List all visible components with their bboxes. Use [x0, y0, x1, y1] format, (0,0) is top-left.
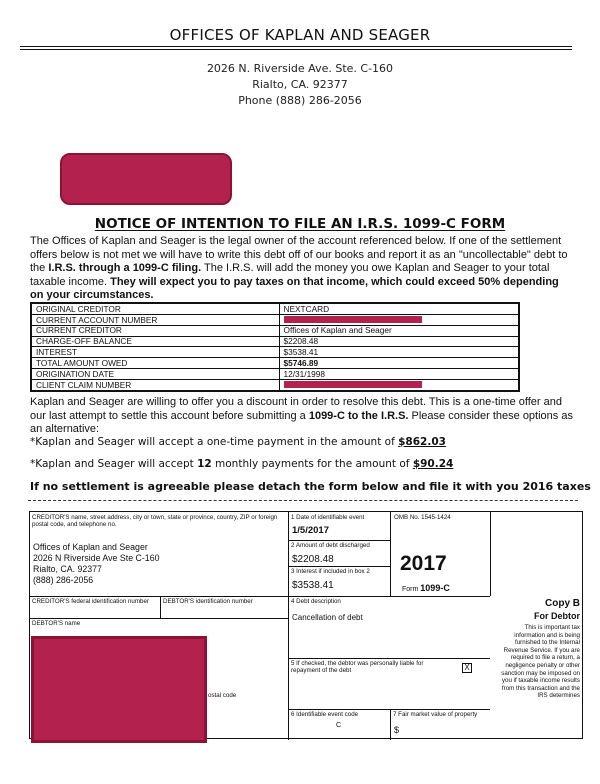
- notice-title: NOTICE OF INTENTION TO FILE AN I.R.S. 1099-C FORM: [94, 216, 506, 232]
- monthly-amount: $90.24: [412, 458, 454, 470]
- redacted-account-number: [284, 316, 422, 323]
- one-time-amount: $862.03: [398, 436, 446, 448]
- row-label: ORIGINATION DATE: [31, 369, 279, 380]
- box4-value: Cancellation of debt: [292, 613, 363, 622]
- row-label: INTEREST: [31, 347, 279, 358]
- redacted-claim-number: [284, 381, 422, 388]
- row-label: CHARGE-OFF BALANCE: [31, 336, 279, 347]
- row-label: ORIGINAL CREDITOR: [31, 303, 279, 314]
- table-row: [31, 314, 519, 325]
- redacted-debtor-info: [31, 636, 207, 743]
- table-row: [31, 347, 519, 358]
- row-value: [279, 379, 519, 391]
- omb-number: OMB No. 1545-1424: [394, 514, 451, 521]
- box3-label: 3 Interest if included in box 2: [291, 568, 370, 575]
- creditor-label: CREDITOR'S name, street address, city or town, state or province, country, ZIP or foreign postal code, and telephone no.: [32, 514, 278, 528]
- creditor-id-label: CREDITOR'S federal identification number: [32, 598, 149, 605]
- creditor-phone: (888) 286-2056: [33, 575, 94, 585]
- detach-instruction: If no settlement is agreeable please detach the form below and file it with you 2016 taxes: [30, 480, 591, 493]
- monthly-offer: *Kaplan and Seager will accept 12 monthly payments for the amount of $90.24: [30, 458, 454, 470]
- copy-b-label: Copy B For Debtor: [534, 598, 580, 621]
- form-label: Form 1099-C: [402, 583, 450, 593]
- row-value: $3538.41: [279, 347, 519, 358]
- box2-value: $2208.48: [292, 554, 334, 565]
- box6-label: 6 Identifiable event code: [291, 711, 359, 718]
- row-label: TOTAL AMOUNT OWED: [31, 358, 279, 369]
- box3-value: $3538.41: [292, 580, 334, 591]
- legal-notice: This is important tax information and is being furnished to the Internal Revenue Service. If you are required to file a return, a negligence penalty or other sanction may be imposed on you if taxable income results from this transaction and the IRS determines: [501, 624, 580, 700]
- tax-year: 2017: [400, 552, 447, 575]
- row-value: Offices of Kaplan and Seager: [279, 325, 519, 336]
- row-label: CURRENT CREDITOR: [31, 325, 279, 336]
- account-table: [30, 302, 520, 392]
- row-label: CURRENT ACCOUNT NUMBER: [31, 314, 279, 325]
- phone-line: Phone (888) 286-2056: [238, 94, 362, 107]
- table-row: [31, 303, 519, 314]
- row-value: NEXTCARD: [279, 303, 519, 314]
- address-line: 2026 N. Riverside Ave. Ste. C-160: [206, 62, 394, 75]
- box7-value: $: [394, 725, 400, 735]
- box2-label: 2 Amount of debt discharged: [291, 542, 370, 549]
- detach-line: [28, 500, 578, 501]
- box7-label: 7 Fair market value of property: [393, 711, 478, 718]
- creditor-address: 2026 N Riverside Ave Ste C-160: [33, 553, 160, 563]
- postal-label: ostal code: [208, 692, 237, 699]
- box5-checkbox[interactable]: X: [462, 663, 472, 673]
- table-row: [31, 325, 519, 336]
- one-time-offer: *Kaplan and Seager will accept a one-time payment in the amount of $862.03: [30, 436, 446, 448]
- table-row: [31, 336, 519, 347]
- box1-label: 1 Date of identifiable event: [291, 514, 365, 521]
- table-row: [31, 369, 519, 380]
- row-value: $2208.48: [279, 336, 519, 347]
- header-rule: [20, 49, 572, 50]
- row-label: CLIENT CLAIM NUMBER: [31, 379, 279, 391]
- offer-paragraph: Kaplan and Seager are willing to offer you a discount in order to resolve this debt. This is a one-time offer and our last attempt to settle this account before submitting a 1099-C to the I.R.S. Please consider these options as an alternative:: [30, 396, 573, 435]
- box1-value: 1/5/2017: [292, 525, 329, 536]
- redacted-recipient: [60, 153, 232, 205]
- table-row: [31, 379, 519, 391]
- creditor-name: Offices of Kaplan and Seager: [33, 542, 148, 552]
- box5-label: 5 If checked, the debtor was personally liable for repayment of the debt: [291, 660, 424, 674]
- row-value: [279, 314, 519, 325]
- header-rule: [20, 46, 572, 47]
- city-line: Rialto, CA. 92377: [252, 78, 348, 91]
- company-title: OFFICES OF KAPLAN AND SEAGER: [169, 26, 431, 44]
- box6-value: C: [336, 722, 342, 729]
- row-value: $5746.89: [279, 358, 519, 369]
- debtor-name-label: DEBTOR'S name: [32, 620, 81, 627]
- debtor-id-label: DEBTOR'S identification number: [163, 598, 253, 605]
- box4-label: 4 Debt description: [291, 598, 341, 605]
- row-value: 12/31/1998: [279, 369, 519, 380]
- table-row: [31, 358, 519, 369]
- notice-paragraph: The Offices of Kaplan and Seager is the legal owner of the account referenced below. If one of the settlement offers below is not met we will have to write this debt off of our books and report it as an "uncollectable" debt to the I.R.S. through a 1099-C filing. The I.R.S. will add the money you owe Kaplan and Seager to your total taxable income. They will expect you to pay taxes on that income, which could exceed 50% depending on your circumstances.: [30, 235, 568, 301]
- creditor-city: Rialto, CA. 92377: [33, 564, 102, 574]
